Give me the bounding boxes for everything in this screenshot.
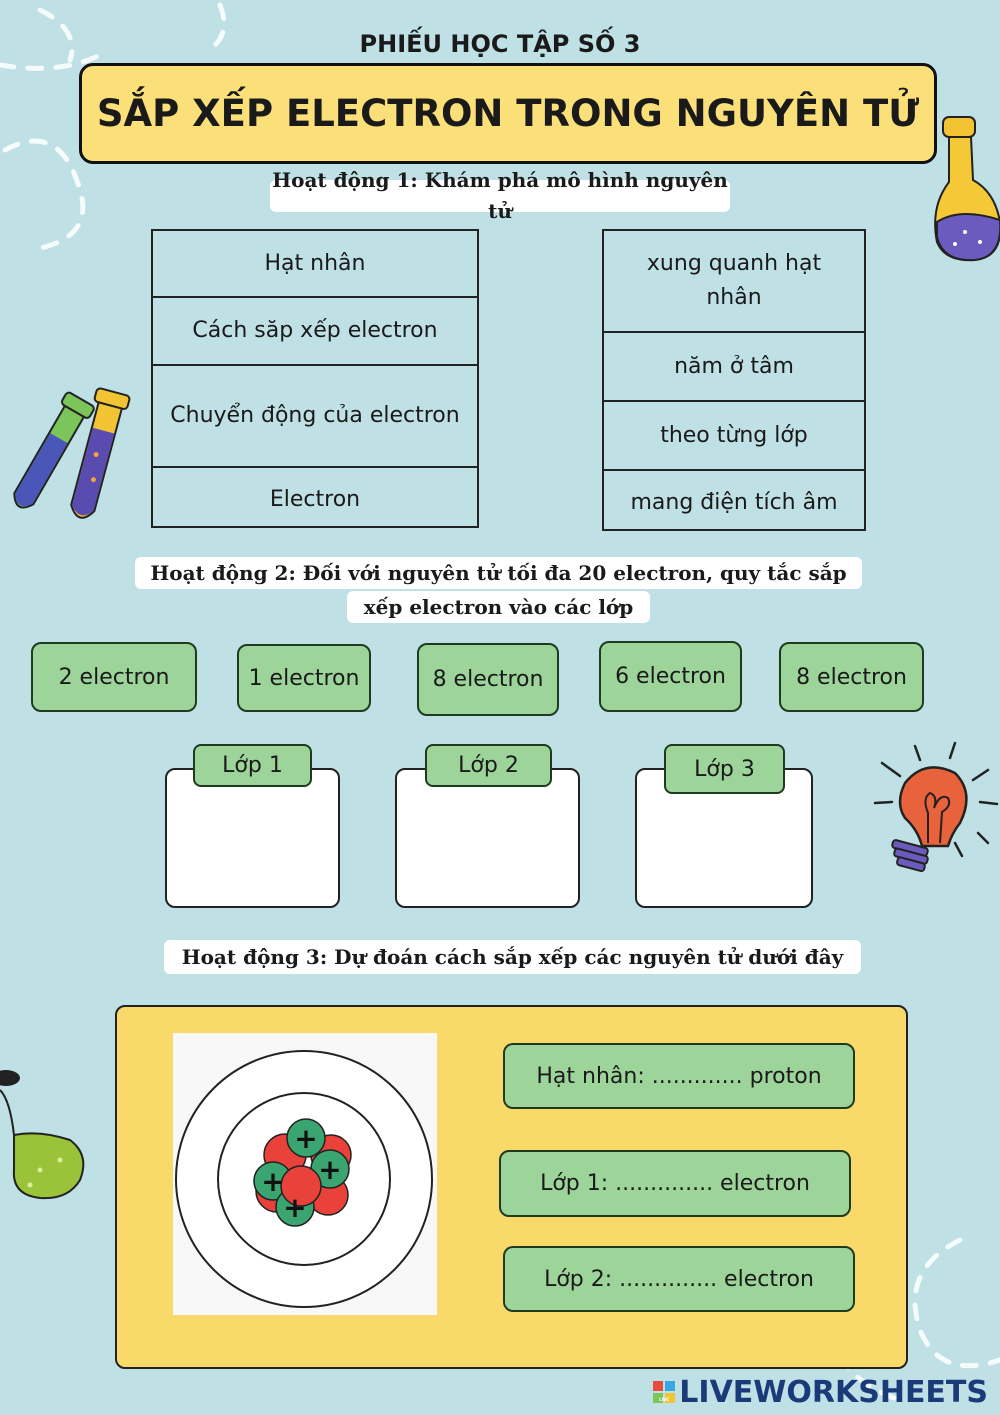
atom-model-image <box>173 1033 437 1315</box>
test-tubes-icon <box>8 385 133 535</box>
layer1-drop-box[interactable] <box>165 768 340 908</box>
layer1-answer-field[interactable]: Lớp 1: .............. electron <box>499 1150 851 1217</box>
activity3-heading: Hoạt động 3: Dự đoán cách sắp xếp các nguyên tử dưới đây <box>164 940 861 974</box>
match-left-item[interactable]: Cách săp xếp electron <box>153 298 477 366</box>
match-left-column <box>151 229 479 528</box>
activity1-heading: Hoạt động 1: Khám phá mô hình nguyên tử <box>270 180 730 212</box>
layer2-answer-field[interactable]: Lớp 2: .............. electron <box>503 1246 855 1312</box>
layer2-tab: Lớp 2 <box>425 744 552 787</box>
electron-chip[interactable]: 8 electron <box>779 642 924 712</box>
activity2-heading-line1: Hoạt động 2: Đối với nguyên tử tối đa 20 electron, quy tắc sắp <box>135 557 862 589</box>
match-right-item[interactable]: xung quanh hạt nhân <box>604 231 864 333</box>
plus-sign: + <box>261 1165 285 1198</box>
match-left-item[interactable]: Chuyển động của electron <box>153 366 477 468</box>
plus-sign: + <box>318 1153 342 1186</box>
match-right-item[interactable]: mang điện tích âm <box>630 490 838 515</box>
atom-diagram <box>173 1033 437 1315</box>
match-right-column <box>602 229 866 531</box>
dash-squiggle <box>915 1240 1000 1366</box>
match-left-item[interactable]: Electron <box>269 487 361 512</box>
activity2-heading-line2: xếp electron vào các lớp <box>347 591 650 623</box>
worksheet-subtitle: PHIẾU HỌC TẬP SỐ 3 <box>359 30 641 58</box>
match-right-item[interactable]: theo từng lớp <box>604 402 864 471</box>
plus-sign: + <box>294 1122 318 1155</box>
layer3-tab: Lớp 3 <box>664 744 785 794</box>
dash-squiggle <box>5 141 83 250</box>
round-flask-icon <box>0 1060 90 1205</box>
worksheet-title: SẮP XẾP ELECTRON TRONG NGUYÊN TỬ <box>79 63 937 164</box>
layer2-drop-box[interactable] <box>395 768 580 908</box>
electron-chip[interactable]: 2 electron <box>31 642 197 712</box>
match-right-item[interactable]: năm ở tâm <box>604 333 864 402</box>
layer1-tab: Lớp 1 <box>193 744 312 787</box>
logo-letters: LIVE <box>659 1397 670 1402</box>
plus-sign: + <box>283 1191 307 1224</box>
electron-chip[interactable]: 1 electron <box>237 644 371 712</box>
electron-chip[interactable]: 6 electron <box>599 641 742 712</box>
liveworksheets-logo-icon <box>653 1381 675 1403</box>
electron-chip[interactable]: 8 electron <box>417 643 559 716</box>
liveworksheets-watermark <box>653 1372 988 1412</box>
flask-icon <box>925 112 1000 267</box>
match-left-item[interactable]: Hạt nhân <box>153 231 477 298</box>
nucleus-answer-field[interactable]: Hạt nhân: ............. proton <box>503 1043 855 1109</box>
light-bulb-icon <box>870 738 1000 878</box>
watermark-text: LIVEWORKSHEETS <box>679 1374 988 1410</box>
